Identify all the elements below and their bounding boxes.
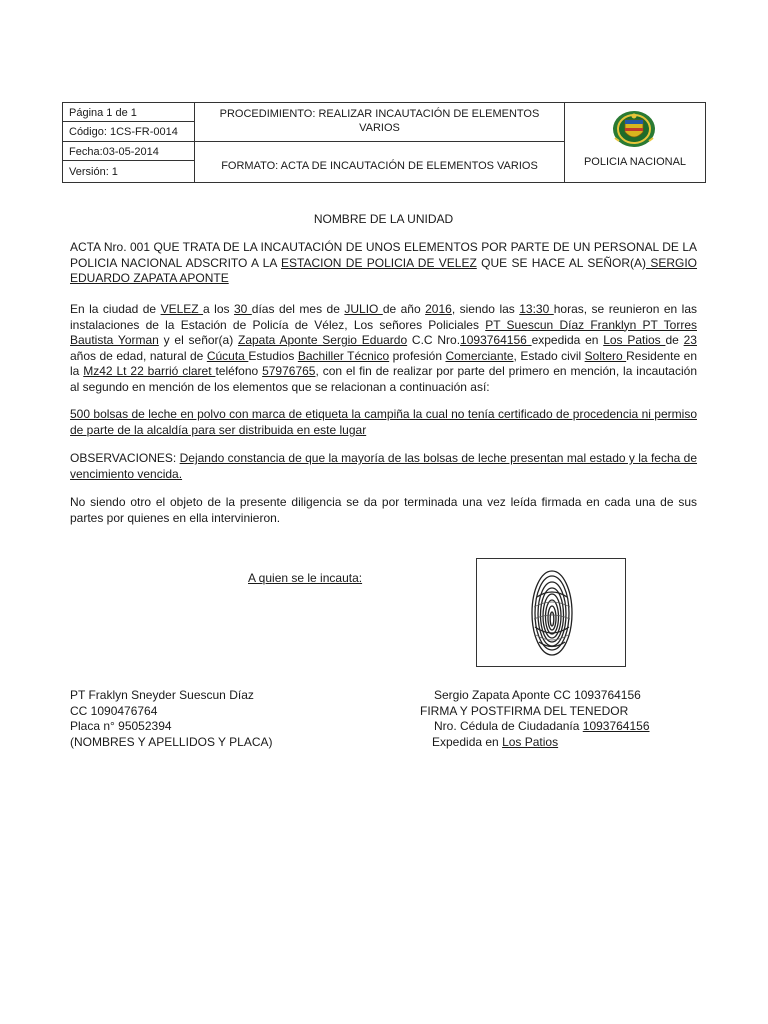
acta-person: SERGIO EDUARDO ZAPATA APONTE bbox=[70, 255, 697, 285]
text-segment: de año bbox=[382, 302, 426, 316]
text-segment: En la ciudad de bbox=[70, 302, 161, 316]
document-code-cell: Código: 1CS-FR-0014 bbox=[63, 122, 195, 142]
observations-paragraph bbox=[70, 451, 697, 482]
observations-label: OBSERVACIONES: bbox=[70, 451, 180, 465]
incauta-label: A quien se le incauta: bbox=[248, 571, 363, 585]
month-value: JULIO bbox=[344, 302, 383, 316]
time-value: 13:30 bbox=[519, 302, 554, 316]
phone-value: 57976765 bbox=[262, 364, 316, 378]
officer-name: PT Fraklyn Sneyder Suescun Díaz bbox=[70, 688, 254, 702]
holder-issued-label: Expedida en bbox=[432, 734, 503, 749]
fingerprint-box bbox=[476, 558, 626, 667]
officer-cc: CC 1090476764 bbox=[70, 703, 158, 718]
procedure-title: PROCEDIMIENTO: REALIZAR INCAUTACIÓN DE ELEMENTOS VARIOS bbox=[195, 103, 565, 142]
text-segment: Residente en la bbox=[70, 348, 698, 378]
acta-middle: QUE SE HACE AL SEÑOR(A) bbox=[476, 255, 646, 270]
text-segment: , siendo las bbox=[451, 302, 520, 316]
document-header-table bbox=[62, 102, 706, 183]
acta-prefix: ACTA Nro. 001 QUE TRATA DE LA INCAUTACIÓN DE UNOS ELEMENTOS POR PARTE DE UN PERSONAL DE LA POLICIA NACIONAL ADSCRITO A LA bbox=[70, 240, 697, 270]
studies-value: Bachiller Técnico bbox=[297, 348, 390, 363]
text-segment: teléfono bbox=[215, 364, 263, 378]
text-segment: de bbox=[665, 333, 684, 347]
document-version-cell: Versión: 1 bbox=[63, 161, 195, 183]
text-segment: días del mes de bbox=[251, 302, 345, 316]
acta-paragraph bbox=[70, 240, 697, 287]
holder-id-label: Nro. Cédula de Ciudadanía bbox=[434, 719, 583, 733]
text-segment: a los bbox=[203, 302, 234, 316]
text-segment: , Estado civil bbox=[513, 348, 585, 363]
holder-caption: FIRMA Y POSTFIRMA DEL TENEDOR bbox=[420, 703, 629, 718]
issued-in-value: Los Patios bbox=[603, 333, 666, 347]
address-value: Mz42 Lt 22 barrió claret bbox=[83, 364, 216, 378]
closing-paragraph: No siendo otro el objeto de la presente diligencia se da por terminada una vez leída firmada en cada una de sus partes por quienes en ella intervinieron. bbox=[70, 495, 697, 525]
officer-signature-block bbox=[70, 688, 273, 750]
holder-signature-block bbox=[420, 688, 650, 750]
police-crest-icon bbox=[609, 108, 659, 150]
text-segment: , con el fin de realizar por parte del primero en mención, la incautación al segundo en mención de los elementos que se relacionan a continuación así: bbox=[70, 364, 697, 394]
text-segment: años de edad, natural de bbox=[70, 348, 207, 363]
officer-badge: Placa n° 95052394 bbox=[70, 719, 172, 733]
day-value: 30 bbox=[233, 302, 252, 316]
holder-name: Sergio Zapata Aponte CC 1093764156 bbox=[434, 688, 641, 702]
cc-value: 1093764156 bbox=[460, 333, 532, 347]
organization-name: POLICIA NACIONAL bbox=[583, 156, 687, 168]
text-segment: horas, se reunieron en las instalaciones de la Estación de Policía de Vélez, Los señores Policiales bbox=[70, 302, 697, 332]
text-segment: profesión bbox=[389, 348, 446, 363]
unit-title: NOMBRE DE LA UNIDAD bbox=[313, 212, 454, 226]
document-date-cell: Fecha:03-05-2014 bbox=[63, 142, 195, 161]
year-value: 2016 bbox=[425, 302, 452, 316]
organization-cell bbox=[565, 103, 705, 182]
officers-value: PT Suescun Díaz Franklyn PT Torres Bautista Yorman bbox=[70, 317, 697, 347]
subject-value: Zapata Aponte Sergio Eduardo bbox=[238, 333, 408, 347]
acta-station: ESTACION DE POLICIA DE VELEZ bbox=[281, 255, 477, 270]
holder-id-line bbox=[420, 719, 650, 735]
holder-issued-value: Los Patios bbox=[502, 734, 559, 749]
seized-items: 500 bolsas de leche en polvo con marca de etiqueta la campiña la cual no tenía certificado de procedencia ni permiso de parte de la alcaldía para ser distribuida en este lugar bbox=[70, 407, 697, 437]
officer-caption: (NOMBRES Y APELLIDOS Y PLACA) bbox=[70, 734, 273, 749]
observations-text: Dejando constancia de que la mayoría de las bolsas de leche presentan mal estado y la fecha de vencimiento vencida. bbox=[70, 451, 698, 481]
text-segment: y el señor(a) bbox=[158, 333, 238, 347]
holder-issued-line bbox=[420, 735, 650, 751]
seized-items-paragraph bbox=[70, 407, 697, 438]
fingerprint-icon bbox=[529, 567, 575, 659]
city-value: VELEZ bbox=[160, 302, 204, 316]
age-value: 23 bbox=[683, 333, 697, 347]
text-segment: expedida en bbox=[531, 333, 604, 347]
text-segment: C.C Nro. bbox=[407, 333, 461, 347]
profession-value: Comerciante bbox=[445, 348, 514, 363]
page-number-cell: Página 1 de 1 bbox=[63, 103, 195, 122]
format-title: FORMATO: ACTA DE INCAUTACIÓN DE ELEMENTOS VARIOS bbox=[195, 142, 565, 183]
details-paragraph bbox=[70, 302, 697, 395]
text-segment: Estudios bbox=[248, 348, 298, 363]
holder-id-value: 1093764156 bbox=[582, 719, 650, 733]
birthplace-value: Cúcuta bbox=[206, 348, 249, 363]
civil-status-value: Soltero bbox=[584, 348, 627, 363]
